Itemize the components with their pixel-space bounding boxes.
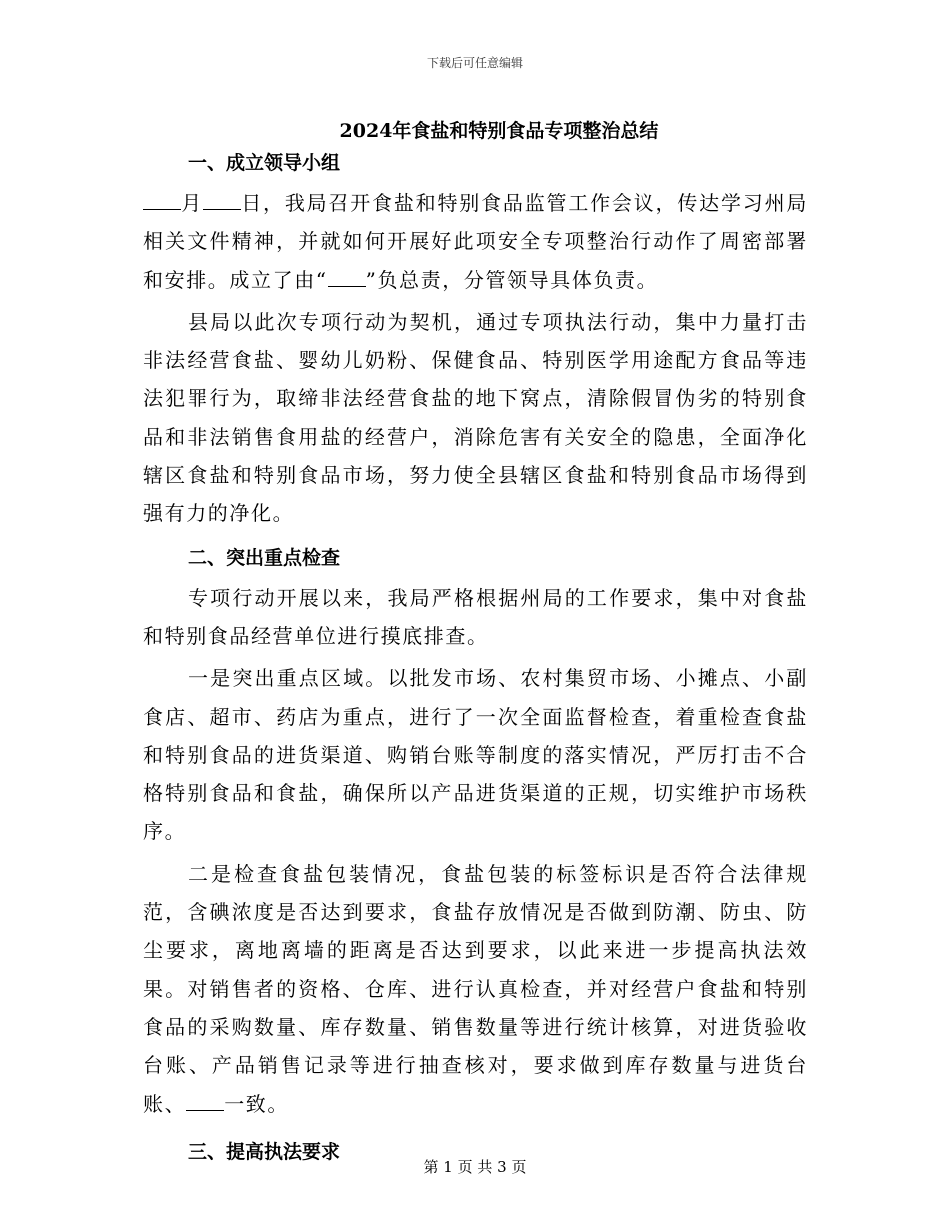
- paragraph-text: 月: [181, 191, 204, 215]
- paragraph-2-3: [143, 855, 808, 1123]
- section-heading-1: 一、成立领导小组: [188, 152, 341, 174]
- fill-blank: [328, 266, 366, 287]
- fill-blank: [203, 189, 241, 210]
- paragraph-2-1: 专项行动开展以来，我局严格根据州局的工作要求，集中对食盐和特别食品经营单位进行摸底排查。: [143, 585, 808, 648]
- document-body: [143, 146, 808, 1173]
- section-heading-3: 三、提高执法要求: [188, 1140, 341, 1163]
- paragraph-text: 一致。: [224, 1091, 290, 1116]
- page-number-footer: 第 1 页 共 3 页: [423, 1158, 527, 1176]
- fill-blank: [143, 189, 181, 210]
- paragraph-text: 二是检查食盐包装情况，食盐包装的标签标识是否符合法律规范，含碘浓度是否达到要求，食盐存放情况是否做到防潮、防虫、防尘要求，离地离墙的距离是否达到要求，以此来进一步提高执法效果。对销售者的资格、仓库、进行认真检查，并对经营户食盐和特别食品的采购数量、库存数量、销售数量等进行统计核算，对进货验收台账、产品销售记录等进行抽查核对，要求做到库存数量与进货台账、: [143, 861, 808, 1116]
- paragraph-2-2: 一是突出重点区域。以批发市场、农村集贸市场、小摊点、小副食店、超市、药店为重点，进行了一次全面监督检查，着重检查食盐和特别食品的进货渠道、购销台账等制度的落实情况，严厉打击不合格特别食品和食盐，确保所以产品进货渠道的正规，切实维护市场秩序。: [143, 666, 808, 844]
- paragraph-text: ”负总责，分管领导具体负责。: [365, 267, 659, 292]
- header-note: 下载后可任意编辑: [426, 56, 523, 70]
- paragraph-text: 日，我局召开食盐和特别食品监管工作会议，传达学习州局相关文件精神，并就如何开展好此项安全专项整治行动作了周密部署和安排。成立了由“: [143, 191, 808, 292]
- document-title: 2024年食盐和特别食品专项整治总结: [339, 120, 659, 142]
- section-heading-2: 二、突出重点检查: [188, 546, 341, 569]
- paragraph-1-1: [143, 184, 808, 299]
- paragraph-1-2: 县局以此次专项行动为契机，通过专项执法行动，集中力量打击非法经营食盐、婴幼儿奶粉、保健食品、特别医学用途配方食品等违法犯罪行为，取缔非法经营食盐的地下窝点，清除假冒伪劣的特别食品和非法销售食用盐的经营户，消除危害有关安全的隐患，全面净化辖区食盐和特别食品市场，努力使全县辖区食盐和特别食品市场得到强有力的净化。: [143, 309, 808, 526]
- fill-blank: [186, 1090, 224, 1111]
